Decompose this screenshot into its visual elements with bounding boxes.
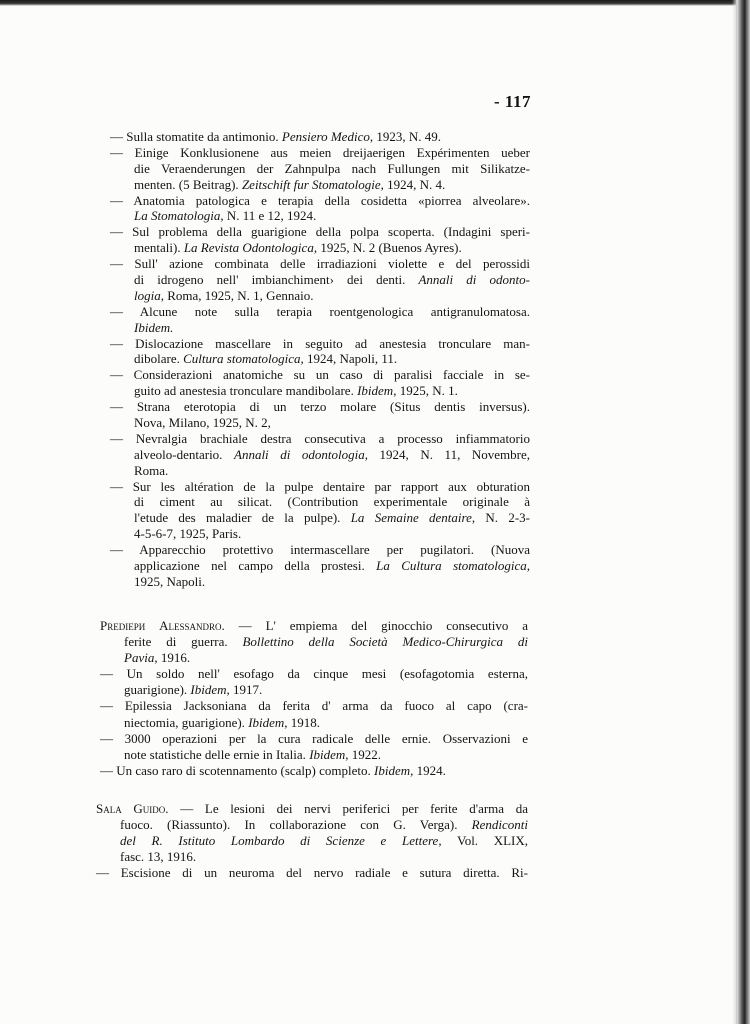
text-line <box>110 177 530 193</box>
bibliography-entry <box>110 256 530 304</box>
text-segment: — Escisione di un neuroma del nervo radiale e sutura diretta. Ri- <box>96 865 528 881</box>
text-line <box>110 336 530 352</box>
text-segment: , 1918. <box>284 714 321 730</box>
text-segment: , 1924, N. 4. <box>380 176 446 192</box>
text-segment: ferite di guerra. <box>124 634 243 650</box>
bibliography-entry <box>110 479 530 543</box>
citation-title: Pensiero Medico <box>281 129 370 144</box>
citation-title: La Semaine dentaire <box>350 510 472 526</box>
text-segment: 4-5-6-7, 1925, Paris. <box>134 526 242 542</box>
bibliography-entry <box>110 304 530 336</box>
text-segment: 1925, Napoli. <box>134 573 206 589</box>
bibliography-block-predieri <box>100 618 528 779</box>
citation-title: Ibidem <box>374 762 411 778</box>
citation-title: La Revista Odontologica <box>183 240 314 256</box>
text-segment: fuoco. (Riassunto). In collaborazione con G. Verga). <box>120 817 472 833</box>
citation-title: logia <box>134 287 161 303</box>
text-line <box>110 208 530 224</box>
text-segment: dibolare. <box>134 351 184 367</box>
bibliography-entry <box>110 129 530 145</box>
bibliography-entry <box>96 865 528 881</box>
text-segment: , 1924. <box>410 762 446 778</box>
citation-title: Ibidem <box>357 383 394 399</box>
text-segment: — L' empiema del ginocchio consecutivo a <box>224 618 529 633</box>
page-number: - 117 <box>494 92 531 111</box>
text-line <box>110 431 530 447</box>
text-segment: — Un soldo nell' esofago da cinque mesi (esofagotomia esterna, <box>100 666 528 682</box>
bibliography-entry <box>110 367 530 399</box>
text-segment: fasc. 13, 1916. <box>120 849 197 865</box>
text-line <box>96 801 528 817</box>
text-segment: — Sul problema della guarigione della polpa scoperta. (Indagini speri- <box>110 224 530 240</box>
text-segment: , 1922. <box>345 746 382 762</box>
text-segment: di ciment au silicat. (Contribution experimentale originale à <box>134 494 530 510</box>
citation-title: Annali di odonto- <box>418 272 530 288</box>
citation-title: Cultura stomatologica, <box>183 351 304 367</box>
text-segment: , 1916. <box>154 650 191 666</box>
bibliography-entry <box>100 618 528 666</box>
text-line <box>96 817 528 833</box>
author-name: Sala Guido. <box>96 801 169 816</box>
text-segment: alveolo-dentario. <box>134 446 234 462</box>
text-segment: , 1917. <box>226 682 263 698</box>
text-line <box>110 129 530 145</box>
text-segment: — Strana eterotopia di un terzo molare (Situs dentis inversus). <box>110 399 530 415</box>
bibliography-entry <box>100 763 528 779</box>
text-line <box>110 463 530 479</box>
text-segment: — Alcune note sulla terapia roentgenologica antigranulomatosa. <box>110 303 530 319</box>
bibliography-entry <box>110 399 530 431</box>
text-line <box>110 145 530 161</box>
text-line <box>110 415 530 431</box>
text-line <box>110 447 530 463</box>
text-segment: Roma. <box>134 462 169 478</box>
text-segment: — Epilessia Jacksoniana da ferita d' arma da fuoco al capo (cra- <box>100 698 528 714</box>
text-segment: di idrogeno nell' imbianchiment› dei denti. <box>134 272 419 288</box>
citation-title: del R. Istituto Lombardo di Scienze e Lettere, <box>120 833 442 849</box>
author-name: Prediери Alessandro. <box>100 618 225 633</box>
text-line <box>96 849 528 865</box>
text-segment: die Veraenderungen der Zahnpulpa nach Fullungen mit Silikatze- <box>134 160 530 176</box>
bibliography-entry <box>110 431 530 479</box>
text-segment: — Nevralgia brachiale destra consecutiva a processo infiammatorio <box>110 430 530 446</box>
text-line <box>110 256 530 272</box>
text-line <box>100 747 528 763</box>
text-line <box>100 682 528 698</box>
text-line <box>110 161 530 177</box>
citation-title: Ibidem <box>190 682 227 698</box>
text-segment: l'etude des maladier de la pulpe). <box>134 510 351 526</box>
text-segment: , N. 2-3- <box>471 510 530 526</box>
citation-title: La Stomatologia <box>134 208 221 224</box>
scan-border-top <box>0 0 750 6</box>
text-line <box>100 618 528 634</box>
bibliography-entry <box>100 731 528 763</box>
text-segment: , 1925, N. 2 (Buenos Ayres). <box>313 240 462 256</box>
text-line <box>100 634 528 650</box>
bibliography-block-1 <box>110 129 530 590</box>
text-line <box>110 574 530 590</box>
text-line <box>110 526 530 542</box>
text-line <box>110 224 530 240</box>
text-line <box>110 399 530 415</box>
text-line <box>110 542 530 558</box>
citation-title: Ibidem <box>248 714 285 730</box>
text-segment: , 1923, N. 49. <box>369 129 441 144</box>
text-segment: Nova, Milano, 1925, N. 2, <box>134 415 271 431</box>
text-segment: guarigione). <box>124 682 191 698</box>
text-line <box>110 479 530 495</box>
text-segment: — Sur les altération de la pulpe dentaire par rapport aux obturation <box>110 478 530 494</box>
text-segment: — Considerazioni anatomiche su un caso di paralisi facciale in se- <box>110 367 530 383</box>
bibliography-entry <box>110 145 530 193</box>
citation-title: Bollettino della Società Medico-Chirurgica di <box>242 634 528 650</box>
bibliography-entry <box>100 698 528 730</box>
text-segment: note statistiche delle ernie in Italia. <box>124 746 310 762</box>
text-line <box>96 833 528 849</box>
citation-title: Rendiconti <box>471 817 528 833</box>
text-line <box>110 304 530 320</box>
text-line <box>110 272 530 288</box>
text-segment: , N. 11 e 12, 1924. <box>220 208 317 224</box>
text-line <box>96 865 528 881</box>
text-segment: , 1925, N. 1. <box>393 383 458 399</box>
text-segment: — Le lesioni dei nervi periferici per ferite d'arma da <box>168 801 528 816</box>
text-segment: niectomia, guarigione). <box>124 714 249 730</box>
citation-title: Pavia <box>124 650 155 666</box>
text-line <box>110 510 530 526</box>
bibliography-entry <box>110 336 530 368</box>
text-segment: , Roma, 1925, N. 1, Gennaio. <box>160 287 314 303</box>
text-segment: Vol. XLIX, <box>441 833 529 849</box>
text-line <box>100 698 528 714</box>
text-segment: — Un caso raro di scotennamento (scalp) completo. <box>100 762 374 778</box>
text-line <box>110 351 530 367</box>
text-segment: — Anatomia patologica e terapia della cosidetta «piorrea alveolare». <box>110 192 530 208</box>
page-number-value: 117 <box>504 92 531 111</box>
text-line <box>110 320 530 336</box>
text-line <box>110 558 530 574</box>
citation-title: Ibidem. <box>134 319 174 335</box>
bibliography-entry <box>110 224 530 256</box>
citation-title: Zeitschift fur Stomatologie <box>241 176 381 192</box>
bibliography-block-sala <box>96 801 528 881</box>
bibliography-entry <box>96 801 528 865</box>
text-segment: — Einige Konklusionene aus meien dreijaerigen Expérimenten ueber <box>110 144 530 160</box>
text-segment: applicazione nel campo della prostesi. <box>134 558 377 574</box>
text-line <box>110 367 530 383</box>
citation-title: Annali di odontologia, <box>234 446 368 462</box>
text-line <box>100 731 528 747</box>
text-line <box>110 240 530 256</box>
text-line <box>110 193 530 209</box>
text-segment: — Dislocazione mascellare in seguito ad anestesia tronculare man- <box>110 335 530 351</box>
text-line <box>110 383 530 399</box>
text-line <box>110 288 530 304</box>
text-line <box>100 715 528 731</box>
text-line <box>100 666 528 682</box>
bibliography-entry <box>110 193 530 225</box>
text-segment: 1924, Napoli, 11. <box>303 351 398 367</box>
text-segment: — Apparecchio protettivo intermascellare per pugilatori. (Nuova <box>110 542 530 558</box>
text-segment: 1924, N. 11, Novembre, <box>367 446 530 462</box>
text-segment: mentali). <box>134 240 184 256</box>
bibliography-entry <box>110 542 530 590</box>
text-line <box>110 494 530 510</box>
bibliography-entry <box>100 666 528 698</box>
citation-title: Ibidem <box>309 746 346 762</box>
text-segment: — Sull' azione combinata delle irradiazioni violette e del perossidi <box>110 256 530 272</box>
text-segment: — 3000 operazioni per la cura radicale delle ernie. Osservazioni e <box>100 730 528 746</box>
text-line <box>100 763 528 779</box>
scan-border-right <box>732 0 750 1024</box>
text-line <box>100 650 528 666</box>
text-segment: — Sulla stomatite da antimonio. <box>110 129 282 144</box>
text-segment: guito ad anestesia tronculare mandibolare. <box>134 383 358 399</box>
text-segment: menten. (5 Beitrag). <box>134 176 242 192</box>
citation-title: La Cultura stomatologica, <box>376 558 530 574</box>
